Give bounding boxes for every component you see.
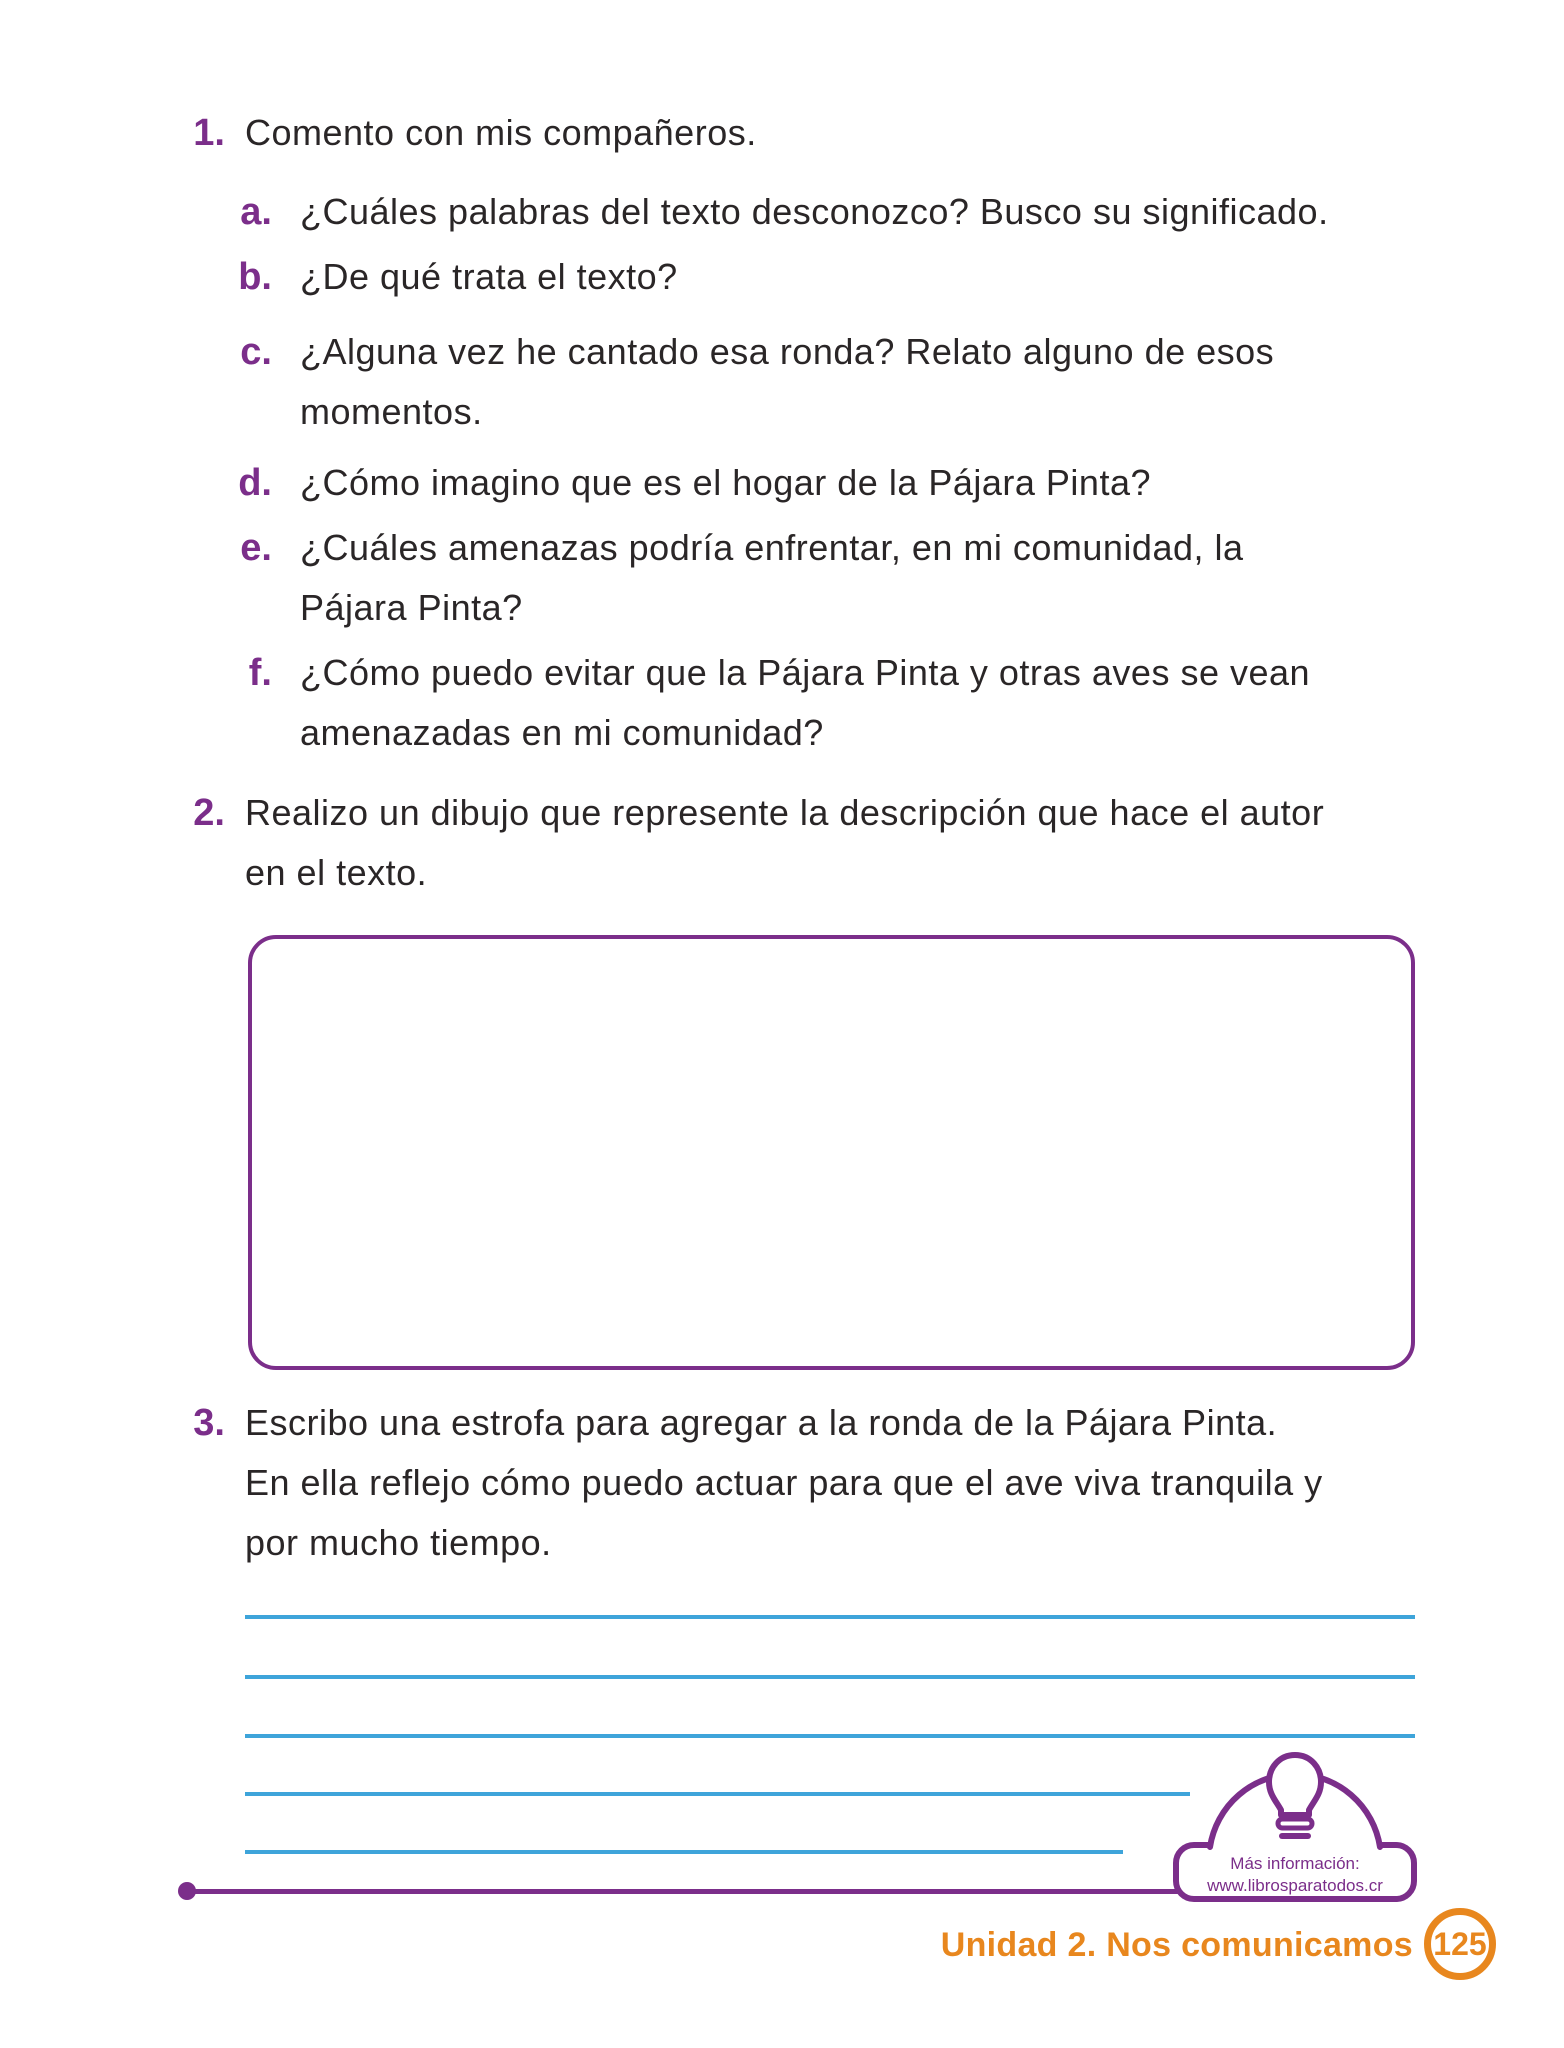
sub-b-marker: b. — [238, 256, 272, 298]
sub-a-text: ¿Cuáles palabras del texto desconozco? Busco su significado. — [300, 191, 1329, 232]
sub-f-text-line2: amenazadas en mi comunidad? — [300, 712, 824, 753]
sub-d-text: ¿Cómo imagino que es el hogar de la Pájara Pinta? — [300, 462, 1151, 503]
writing-line — [245, 1850, 1123, 1854]
sub-c-marker: c. — [240, 331, 272, 373]
item-1-text: Comento con mis compañeros. — [245, 112, 757, 153]
sub-f-marker: f. — [248, 652, 272, 694]
info-badge — [1170, 1745, 1420, 1905]
badge-text-line2: www.librosparatodos.cr — [1207, 1876, 1383, 1895]
item-2-text-line2: en el texto. — [245, 852, 428, 893]
sub-f-text-line1: ¿Cómo puedo evitar que la Pájara Pinta y otras aves se vean — [300, 652, 1311, 693]
sub-b-text: ¿De qué trata el texto? — [300, 256, 678, 297]
item-1-marker: 1. — [193, 112, 225, 154]
sub-d-marker: d. — [238, 462, 272, 504]
item-3-text-line3: por mucho tiempo. — [245, 1522, 552, 1563]
writing-line — [245, 1734, 1415, 1738]
item-3-text-line1: Escribo una estrofa para agregar a la ronda de la Pájara Pinta. — [245, 1402, 1278, 1443]
writing-line — [245, 1792, 1190, 1796]
item-2-text-line1: Realizo un dibujo que represente la descripción que hace el autor — [245, 792, 1325, 833]
badge-text-line1: Más información: — [1230, 1854, 1360, 1873]
footer-unit-label: Unidad 2. Nos comunicamos — [940, 1926, 1413, 1964]
sub-a-marker: a. — [240, 191, 272, 233]
writing-line — [245, 1615, 1415, 1619]
page-number-badge — [1424, 1908, 1496, 1980]
item-2-marker: 2. — [193, 792, 225, 834]
drawing-box — [248, 935, 1415, 1370]
page-number: 125 — [1433, 1925, 1487, 1962]
writing-line — [245, 1675, 1415, 1679]
sub-e-text-line2: Pájara Pinta? — [300, 587, 523, 628]
sub-e-marker: e. — [240, 527, 272, 569]
info-badge-graphic — [1170, 1745, 1420, 1905]
footer-rule — [187, 1889, 1187, 1894]
sub-c-text-line1: ¿Alguna vez he cantado esa ronda? Relato alguno de esos — [300, 331, 1275, 372]
item-3-text-line2: En ella reflejo cómo puedo actuar para que el ave viva tranquila y — [245, 1462, 1323, 1503]
item-3-marker: 3. — [193, 1402, 225, 1444]
sub-e-text-line1: ¿Cuáles amenazas podría enfrentar, en mi comunidad, la — [300, 527, 1244, 568]
sub-c-text-line2: momentos. — [300, 391, 483, 432]
